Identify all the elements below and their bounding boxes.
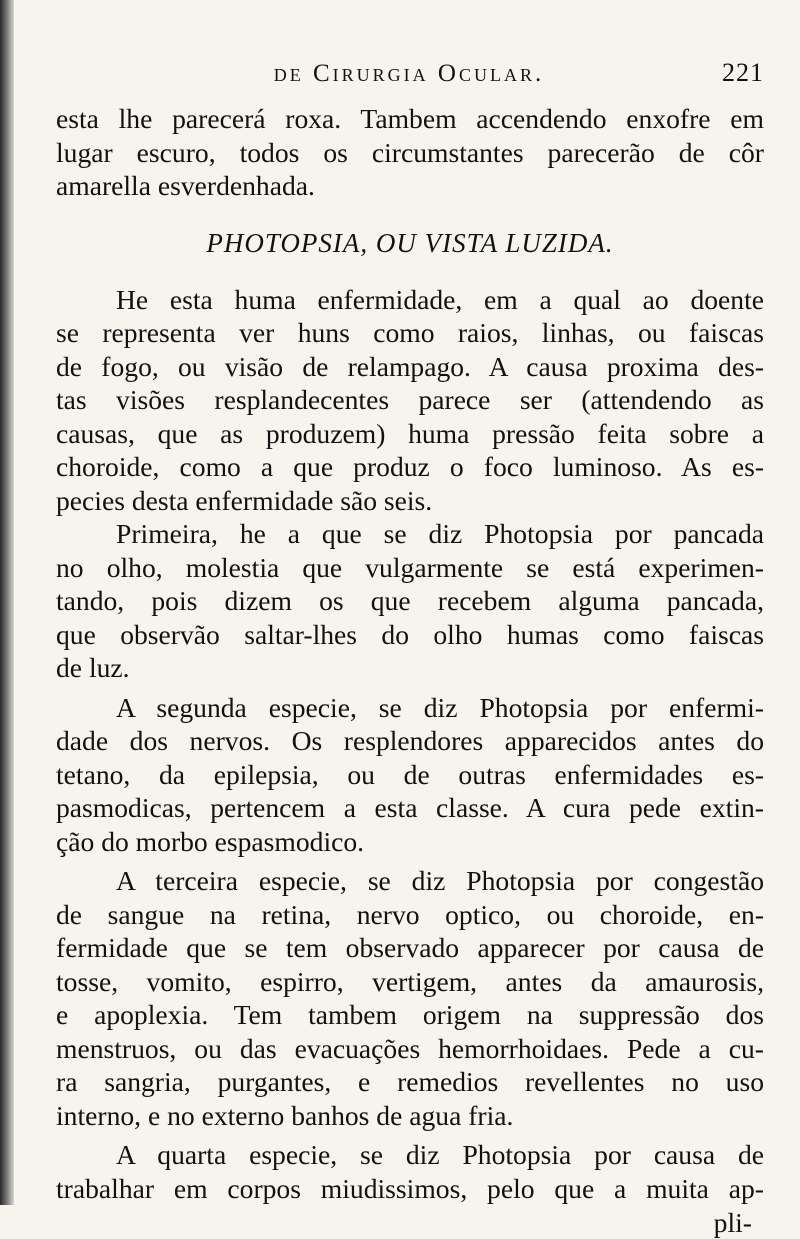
text-line: interno, e no externo banhos de agua fria. [56,1099,514,1131]
text-line: ra sangria, purgantes, e remedios revellentes no uso [56,1066,764,1097]
text-line: amarella esverdenhada. [56,170,315,201]
text-line: que observão saltar-lhes do olho humas como faiscas [56,618,764,650]
text-line: tando, pois dizem os que recebem alguma pancada, [56,585,764,616]
text-line: A terceira especie, se diz Photopsia por congestão [116,865,764,896]
text-line: pasmodicas, pertencem a esta classe. A cura pede extin- [56,792,764,823]
book-page [56,58,764,1239]
paragraph-first-species [56,517,764,685]
book-gutter-shadow [0,0,14,1205]
catchword-row [56,1207,764,1239]
page-number: 221 [722,58,764,87]
text-line: menstruos, ou das evacuações hemorrhoidaes. Pede a cu- [56,1032,764,1064]
text-line: se representa ver huns como raios, linhas, ou faiscas [56,317,764,348]
text-line: tetano, da epilepsia, ou de outras enfermidades es- [56,758,764,790]
section-heading: PHOTOPSIA, OU VISTA LUZIDA. [206,227,614,258]
catchword: pli- [713,1207,752,1238]
text-line: no olho, molestia que vulgarmente se está experimen- [56,551,764,583]
text-line: A segunda especie, se diz Photopsia por enfermi- [116,691,764,723]
text-line: lugar escuro, todos os circumstantes parecerão de côr [56,136,764,168]
text-line: pecies desta enfermidade são seis. [56,484,433,516]
text-line: trabalhar em corpos miudissimos, pelo que a muita ap- [56,1172,764,1204]
paragraph-third-species [56,864,764,1132]
text-line: e apoplexia. Tem tambem origem na suppressão dos [56,999,764,1030]
text-line: He esta huma enfermidade, em a qual ao doente [116,283,764,315]
text-line: Primeira, he a que se diz Photopsia por pancada [116,518,764,549]
text-line: choroide, como a que produz o foco luminoso. As es- [56,451,764,482]
running-head-title: de Cirurgia Ocular. [273,60,545,87]
running-head [56,58,764,102]
text-line: A quarta especie, se diz Photopsia por causa de [116,1139,764,1170]
text-line: tosse, vomito, espirro, vertigem, antes da amaurosis, [56,965,764,997]
text-line: tas visões resplandecentes parece ser (attendendo as [56,384,764,415]
text-line: esta lhe parecerá roxa. Tambem accendendo enxofre em [56,103,764,134]
paragraph-continuation [56,102,764,203]
text-line: de luz. [56,652,130,683]
paragraph-definition [56,283,764,518]
text-line: fermidade que se tem observado apparecer por causa de [56,932,764,963]
text-line: de fogo, ou visão de relampago. A causa proxima des- [56,350,764,382]
text-line: ção do morbo espasmodico. [56,825,365,857]
paragraph-second-species [56,691,764,859]
text-line: dade dos nervos. Os resplendores apparecidos antes do [56,725,764,756]
paragraph-fourth-species [56,1138,764,1205]
text-line: causas, que as produzem) huma pressão feita sobre a [56,417,764,449]
text-line: de sangue na retina, nervo optico, ou choroide, en- [56,898,764,930]
